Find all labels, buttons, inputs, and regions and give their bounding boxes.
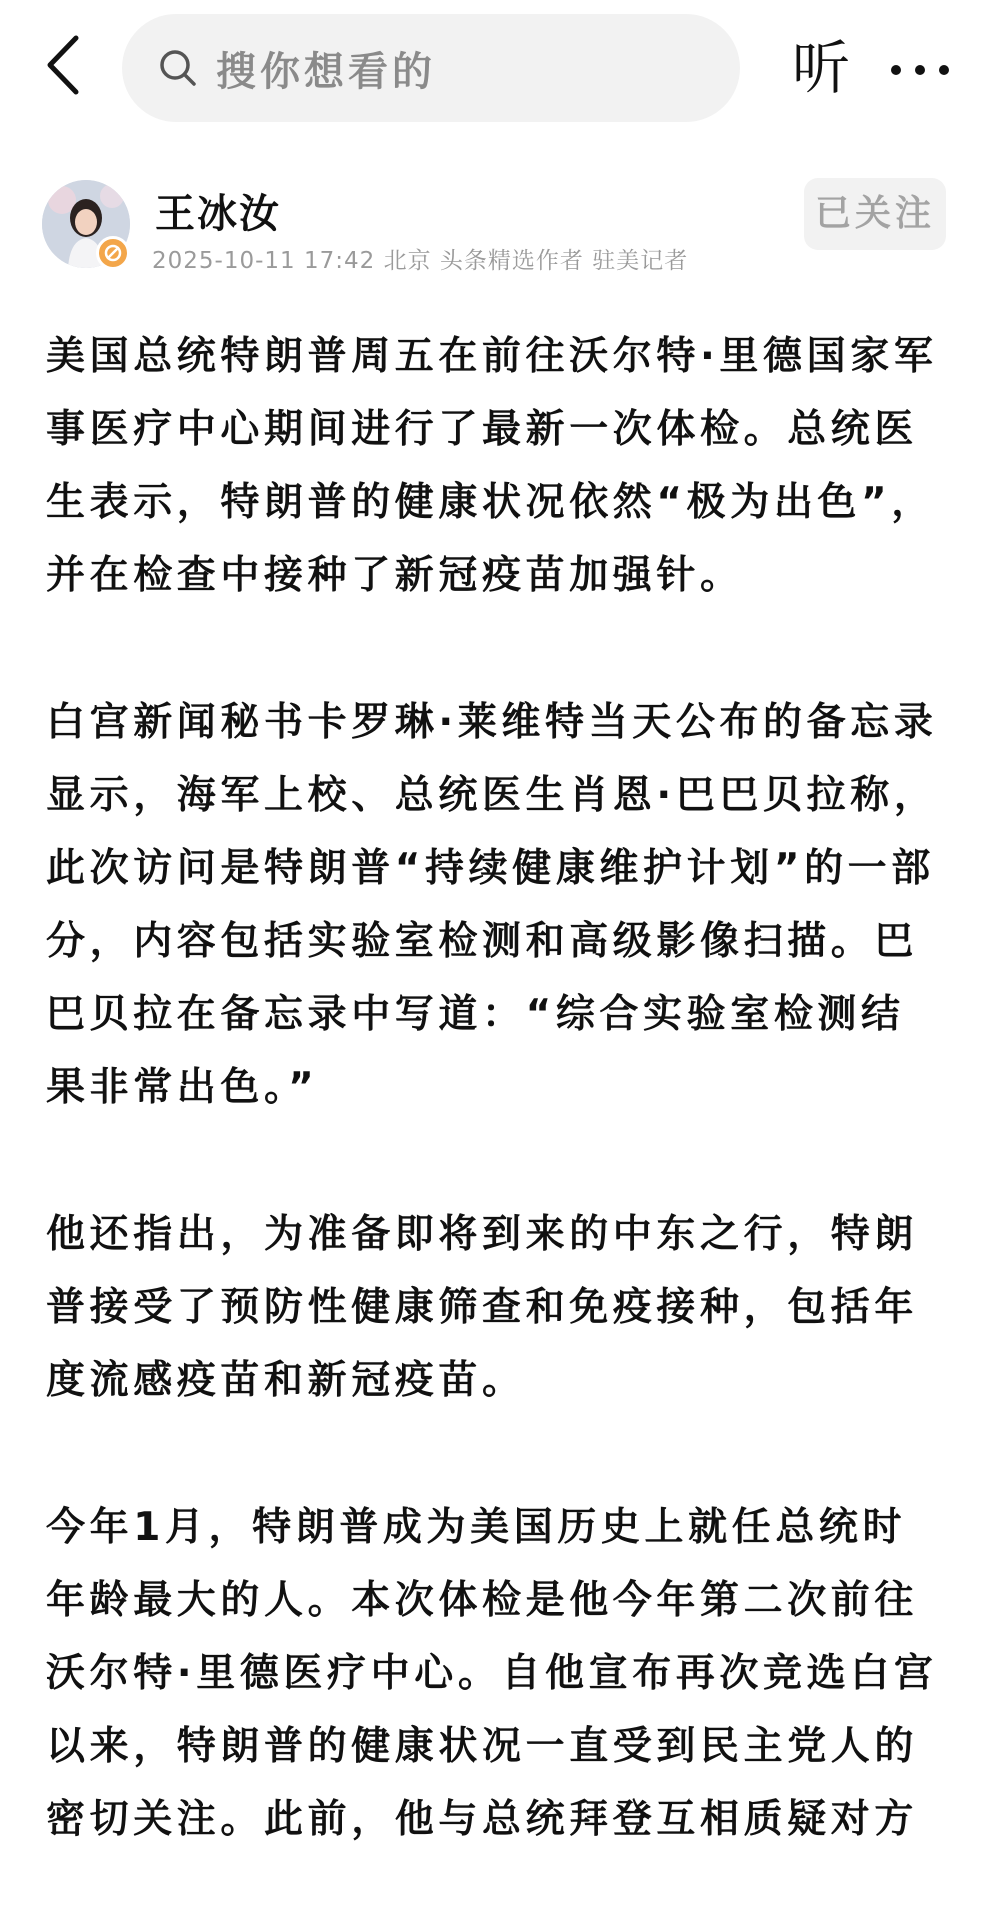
verified-badge-icon (96, 236, 130, 270)
article-paragraph: 今年1月，特朗普成为美国历史上就任总统时年龄最大的人。本次体检是他今年第二次前往沃尔特·里德医疗中心。自他宣布再次竞选白宫以来，特朗普的健康状况一直受到民主党人的密切关注。此前，他与总统拜登互相质疑对方 (46, 1505, 938, 1842)
back-button[interactable] (38, 30, 98, 100)
more-button[interactable] (880, 40, 960, 100)
author-name[interactable]: 王冰汝 (155, 191, 281, 237)
author-info (0, 170, 986, 280)
search-icon (158, 48, 198, 88)
article-paragraph: 他还指出，为准备即将到来的中东之行，特朗普接受了预防性健康筛查和免疫接种，包括年度流感疫苗和新冠疫苗。 (46, 1212, 919, 1403)
follow-button[interactable]: 已关注 (804, 178, 946, 250)
article-paragraph: 白宫新闻秘书卡罗琳·莱维特当天公布的备忘录显示，海军上校、总统医生肖恩·巴巴贝拉称，此次访问是特朗普“持续健康维护计划”的一部分，内容包括实验室检测和高级影像扫描。巴巴贝拉在备忘录中写道：“综合实验室检测结果非常出色。” (46, 700, 938, 1110)
chevron-left-icon (38, 30, 98, 100)
article-paragraph: 美国总统特朗普周五在前往沃尔特·里德国家军事医疗中心期间进行了最新一次体检。总统医生表示，特朗普的健康状况依然“极为出色”，并在检查中接种了新冠疫苗加强针。 (46, 334, 938, 598)
article-body (46, 320, 940, 1930)
top-bar (0, 0, 986, 130)
search-input[interactable] (122, 14, 740, 122)
post-meta: 2025-10-11 17:42 北京 头条精选作者 驻美记者 (152, 248, 689, 274)
listen-button[interactable]: 听 (791, 34, 850, 102)
more-dots-icon (880, 40, 960, 100)
search-placeholder: 搜你想看的 (216, 48, 436, 95)
